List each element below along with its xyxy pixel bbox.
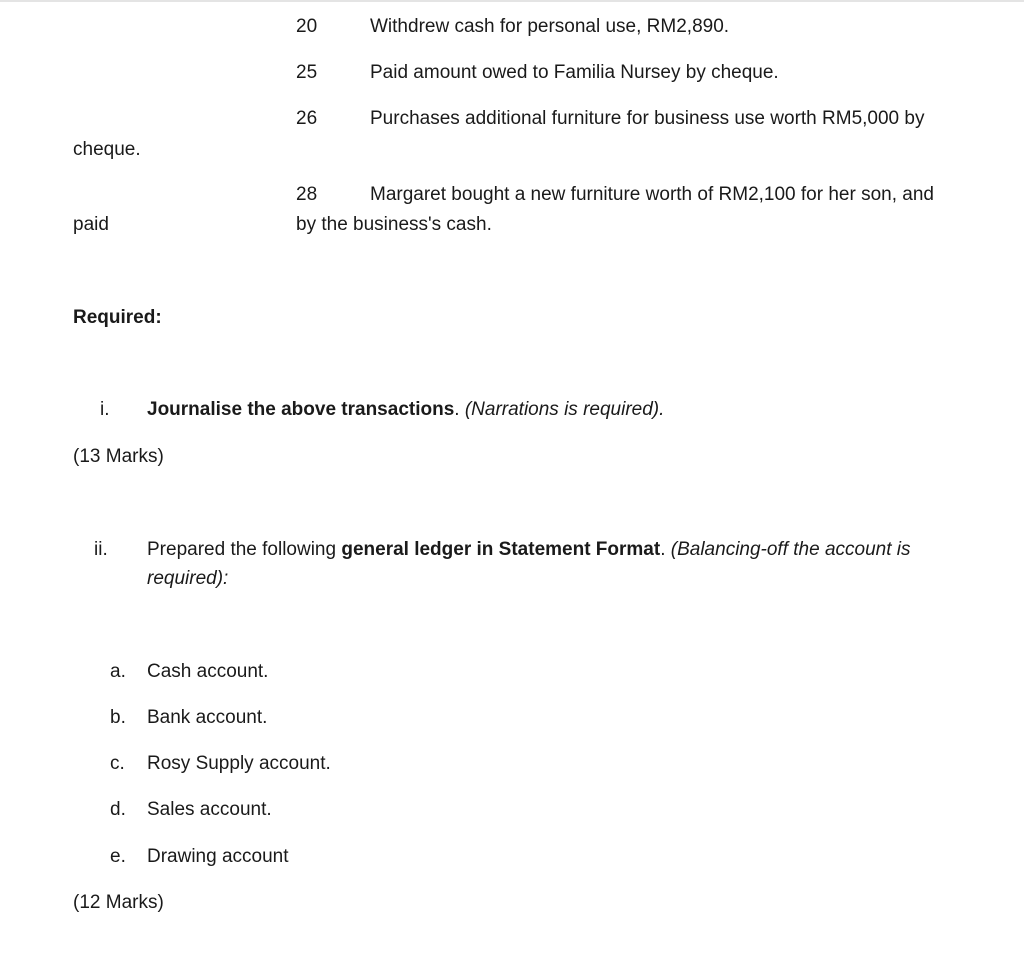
transaction-day-28: 28 [296, 184, 318, 205]
part-ii-period: . [660, 539, 666, 560]
required-heading: Required: [73, 307, 162, 328]
account-letter-c: c. [110, 753, 125, 774]
account-rosy-supply: Rosy Supply account. [147, 753, 331, 774]
account-bank: Bank account. [147, 707, 268, 728]
transaction-day-20: 20 [296, 16, 318, 37]
transaction-day-26: 26 [296, 108, 318, 129]
account-drawing: Drawing account [147, 846, 289, 867]
part-ii-instruction [147, 539, 911, 562]
part-i-italic-text: (Narrations is required). [464, 399, 665, 420]
part-ii-numeral: ii. [94, 539, 108, 560]
transaction-text-26: Purchases additional furniture for business use worth RM5,000 by [370, 108, 925, 129]
part-ii-marks: (12 Marks) [73, 892, 164, 913]
account-letter-d: d. [110, 799, 126, 820]
transaction-continuation-28-right: by the business's cash. [296, 214, 492, 235]
account-cash: Cash account. [147, 661, 269, 682]
account-letter-a: a. [110, 661, 126, 682]
transaction-continuation-28-left: paid [73, 214, 109, 235]
part-ii-italic-line2: required): [147, 568, 229, 589]
part-i-marks: (13 Marks) [73, 446, 164, 467]
account-letter-b: b. [110, 707, 126, 728]
transaction-text-25: Paid amount owed to Familia Nursey by cheque. [370, 62, 779, 83]
top-divider [0, 0, 1024, 2]
part-ii-text-before: Prepared the following [147, 539, 342, 560]
transaction-text-20: Withdrew cash for personal use, RM2,890. [370, 16, 730, 37]
account-sales: Sales account. [147, 799, 272, 820]
part-i-bold-text: Journalise the above transactions [147, 399, 455, 420]
part-i-period: . [454, 399, 460, 420]
part-i-numeral: i. [100, 399, 110, 420]
part-ii-italic-line1: (Balancing-off the account is [670, 539, 911, 560]
part-i-instruction [147, 399, 664, 422]
transaction-continuation-26: cheque. [73, 139, 141, 160]
transaction-text-28: Margaret bought a new furniture worth of RM2,100 for her son, and [370, 184, 934, 205]
part-ii-bold-text: general ledger in Statement Format [341, 539, 661, 560]
account-letter-e: e. [110, 846, 126, 867]
transaction-day-25: 25 [296, 62, 318, 83]
